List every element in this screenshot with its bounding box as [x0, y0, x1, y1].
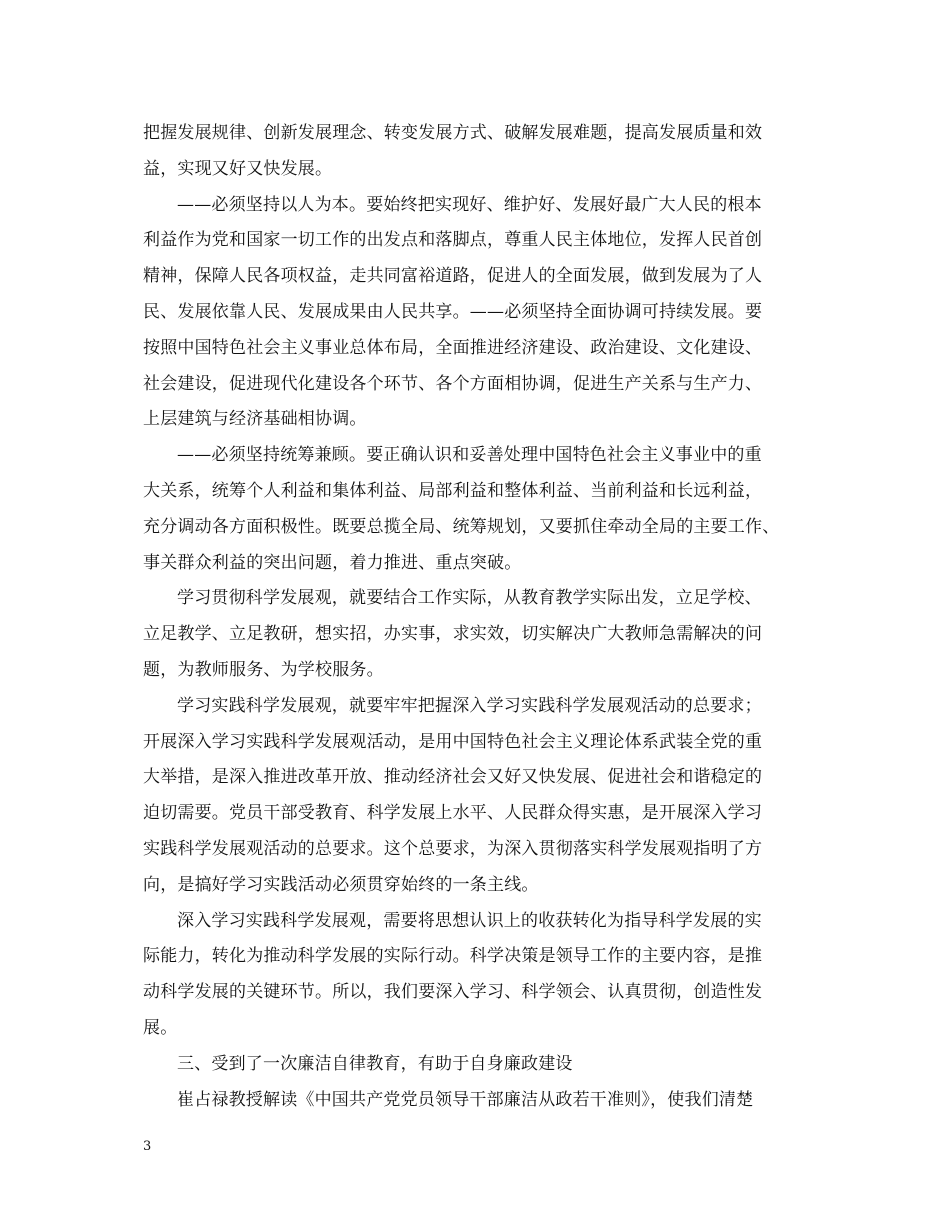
text-line: 益，实现又好又快发展。 — [143, 158, 333, 179]
text-line: 事关群众利益的突出问题，着力推进、重点突破。 — [143, 552, 522, 573]
text-line: 际能力，转化为推动科学发展的实际行动。科学决策是领导工作的主要内容，是推 — [143, 946, 763, 967]
text-line: 社会建设，促进现代化建设各个环节、各个方面相协调，促进生产关系与生产力、 — [143, 373, 763, 394]
text-line: 把握发展规律、创新发展理念、转变发展方式、破解发展难题，提高发展质量和效 — [143, 123, 763, 143]
text-line: 题，为教师服务、为学校服务。 — [143, 659, 384, 680]
text-line: 精神，保障人民各项权益，走共同富裕道路，促进人的全面发展，做到发展为了人 — [143, 266, 763, 287]
paragraph-start-line: 学习实践科学发展观，就要牢牢把握深入学习实践科学发展观活动的总要求； — [177, 695, 762, 716]
paragraph-start-line: ——必须坚持以人为本。要始终把实现好、维护好、发展好最广大人民的根本 — [177, 194, 762, 215]
text-line: 开展深入学习实践科学发展观活动，是用中国特色社会主义理论体系武装全党的重 — [143, 731, 763, 752]
document-body — [143, 116, 823, 1118]
text-line: 实践科学发展观活动的总要求。这个总要求，为深入贯彻落实科学发展观指明了方 — [143, 838, 763, 859]
text-line: 展。 — [143, 1017, 178, 1038]
text-line: 立足教学、立足教研，想实招，办实事，求实效，切实解决广大教师急需解决的问 — [143, 624, 763, 645]
paragraph-start-line: 崔占禄教授解读《中国共产党党员领导干部廉洁从政若干准则》，使我们清楚 — [177, 1089, 754, 1110]
paragraph-start-line: ——必须坚持统筹兼顾。要正确认识和妥善处理中国特色社会主义事业中的重 — [177, 445, 762, 466]
text-line: 按照中国特色社会主义事业总体布局，全面推进经济建设、政治建设、文化建设、 — [143, 337, 763, 358]
text-line: 民、发展依靠人民、发展成果由人民共享。——必须坚持全面协调可持续发展。要 — [143, 301, 763, 322]
text-line: 向，是搞好学习实践活动必须贯穿始终的一条主线。 — [143, 874, 539, 895]
text-line: 大举措，是深入推进改革开放、推动经济社会又好又快发展、促进社会和谐稳定的 — [143, 767, 763, 788]
text-line: 动科学发展的关键环节。所以，我们要深入学习、科学领会、认真贯彻，创造性发 — [143, 982, 763, 1003]
text-line: 利益作为党和国家一切工作的出发点和落脚点，尊重人民主体地位，发挥人民首创 — [143, 230, 763, 251]
paragraph-start-line: 深入学习实践科学发展观，需要将思想认识上的收获转化为指导科学发展的实 — [177, 910, 762, 931]
paragraph-start-line: 学习贯彻科学发展观，就要结合工作实际，从教育教学实际出发，立足学校、 — [177, 588, 762, 609]
text-line: 迫切需要。党员干部受教育、科学发展上水平、人民群众得实惠，是开展深入学习 — [143, 803, 763, 824]
section-heading: 三、受到了一次廉洁自律教育，有助于自身廉政建设 — [177, 1053, 573, 1074]
page-number: 3 — [143, 1139, 152, 1154]
text-line: 上层建筑与经济基础相协调。 — [143, 409, 367, 430]
text-line: 大关系，统筹个人利益和集体利益、局部利益和整体利益、当前利益和长远利益， — [143, 480, 763, 501]
text-line: 充分调动各方面积极性。既要总揽全局、统筹规划，又要抓住牵动全局的主要工作、 — [143, 516, 780, 537]
